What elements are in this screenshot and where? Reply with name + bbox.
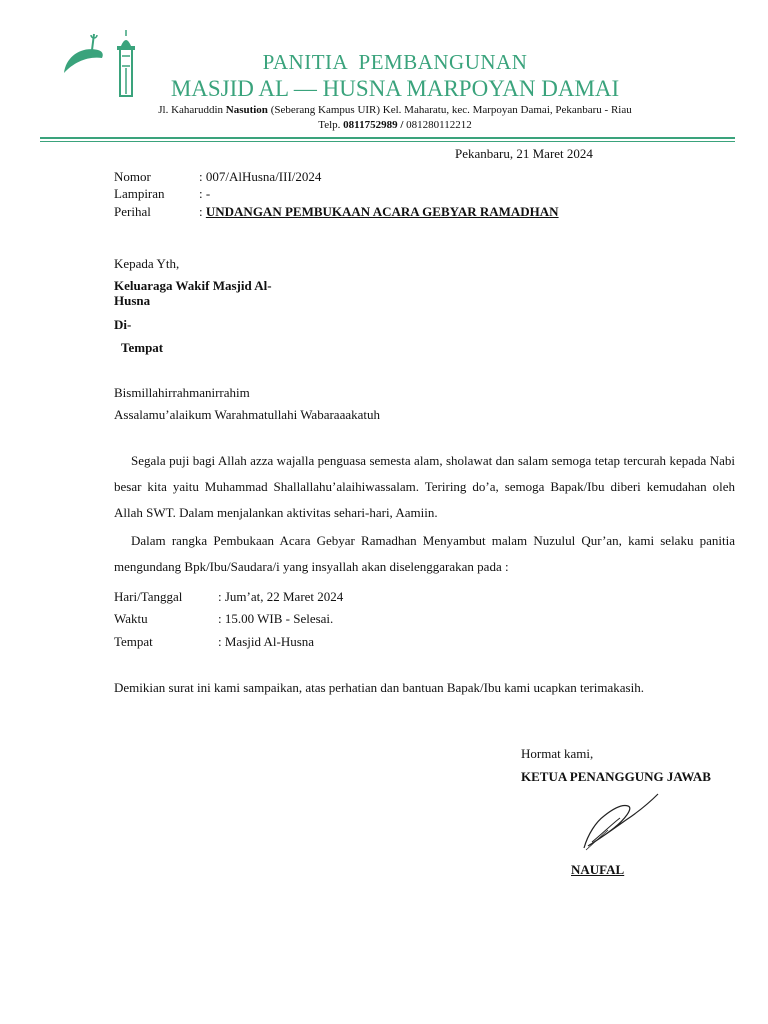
address-prefix: Jl. Kaharuddin	[158, 104, 226, 116]
lampiran-label: Lampiran	[114, 186, 165, 201]
nomor-label: Nomor	[114, 169, 151, 184]
event-time-value: : 15.00 WIB - Selesai.	[218, 611, 334, 626]
address-line	[100, 103, 690, 117]
org-name-line1: PANITIA PEMBANGUNAN	[262, 50, 528, 74]
signature-icon	[578, 790, 662, 854]
recipient-name-line1: Keluaraga Wakif Masjid Al-	[114, 278, 272, 293]
event-date-value: : Jum’at, 22 Maret 2024	[218, 589, 344, 604]
closing-text: Demikian surat ini kami sampaikan, atas perhatian dan bantuan Bapak/Ibu kami ucapkan terimakasih.	[114, 680, 644, 695]
phone-prefix: Telp.	[318, 119, 344, 131]
recipient-di: Di-	[114, 317, 132, 332]
header-rule-thick	[40, 137, 735, 139]
letter-date: Pekanbaru, 21 Maret 2024	[455, 146, 593, 161]
address-bold: Nasution	[225, 104, 268, 116]
subject-text: UNDANGAN PEMBUKAAN ACARA GEBYAR RAMADHAN	[205, 204, 559, 219]
event-place-label: Tempat	[114, 634, 153, 649]
event-time-label: Waktu	[114, 611, 148, 626]
signer-title: KETUA PENANGGUNG JAWAB	[521, 769, 711, 784]
perihal-value	[199, 204, 559, 220]
signer-name: NAUFAL	[571, 862, 625, 877]
paragraph-2: Dalam rangka Pembukaan Acara Gebyar Ramadhan Menyambut malam Nuzulul Qur’an, kami selaku panitia mengundang Bpk/Ibu/Saudara/i yang insyallah akan diselenggarakan pada :	[114, 533, 735, 574]
org-name-line2: MASJID AL — HUSNA MARPOYAN DAMAI	[170, 76, 620, 101]
recipient-name-line2: Husna	[114, 293, 151, 308]
perihal-label: Perihal	[114, 204, 151, 219]
regards: Hormat kami,	[521, 746, 594, 761]
phone-line	[100, 118, 690, 132]
nomor-value: : 007/AlHusna/III/2024	[199, 169, 322, 184]
phone-bold: 0811752989 /	[343, 119, 404, 131]
salam: Assalamu’alaikum Warahmatullahi Wabaraaakatuh	[114, 407, 380, 422]
phone-rest: 081280112212	[403, 119, 472, 131]
header-rule-thin	[40, 141, 735, 142]
address-rest: (Seberang Kampus UIR) Kel. Maharatu, kec. Marpoyan Damai, Pekanbaru - Riau	[267, 104, 632, 116]
event-place-value: : Masjid Al-Husna	[218, 634, 315, 649]
bismillah: Bismillahirrahmanirrahim	[114, 385, 250, 400]
recipient-tempat: Tempat	[121, 340, 164, 355]
perihal-colon: :	[199, 204, 206, 219]
recipient-greeting: Kepada Yth,	[114, 256, 180, 271]
paragraph-1: Segala puji bagi Allah azza wajalla penguasa semesta alam, sholawat dan salam semoga tetap tercurah kepada Nabi besar kita yaitu Muhammad Shallallahu’alaihiwassalam. Teriring do’a, semoga Bapak/Ibu diberi kemudahan oleh Allah SWT. Dalam menjalankan aktivitas sehari-hari, Aamiin.	[114, 453, 735, 520]
lampiran-value: : -	[199, 186, 211, 201]
event-date-label: Hari/Tanggal	[114, 589, 183, 604]
mosque-logo-icon	[58, 28, 148, 98]
